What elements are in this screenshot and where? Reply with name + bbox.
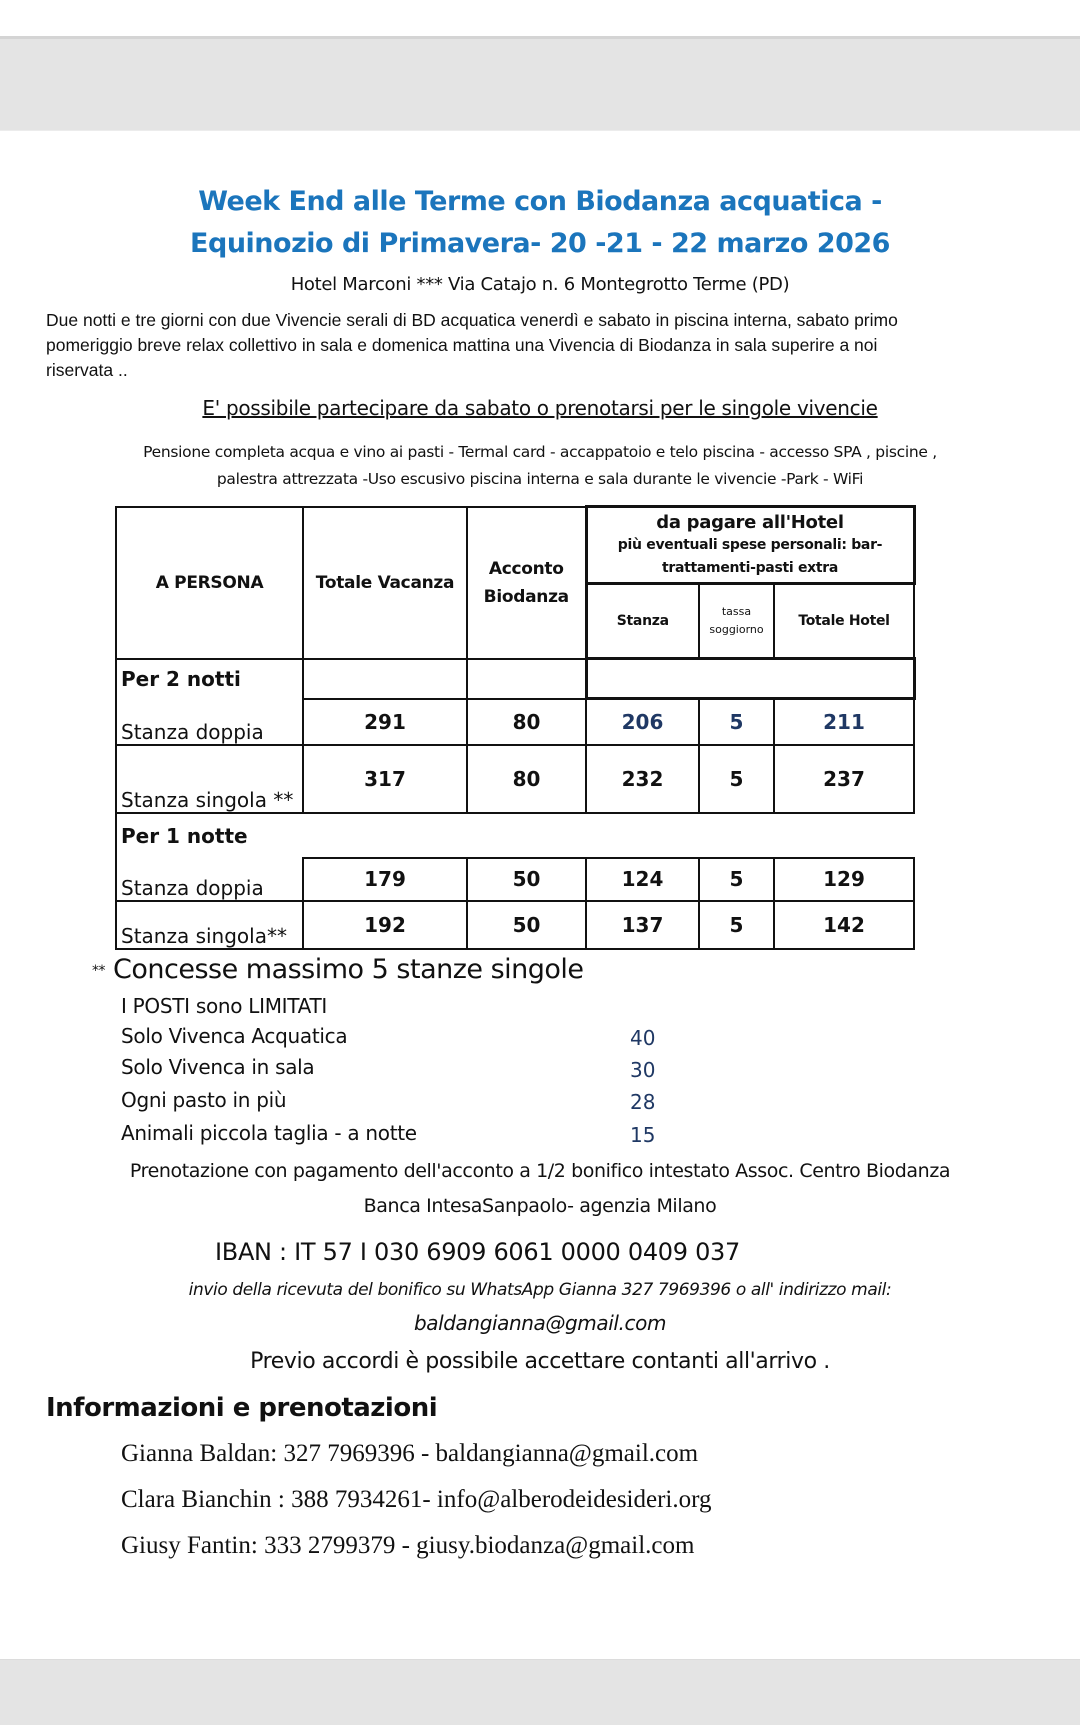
receipt-note: invio della ricevuta del bonifico su WhatsApp Gianna 327 7969396 o all' indirizzo mail: <box>188 1280 892 1300</box>
extra-value: 40 <box>630 1026 656 1050</box>
header-deposit: Acconto Biodanza <box>467 507 586 659</box>
header-hotel-group: da pagare all'Hotel più eventuali spese personali: bar- trattamenti-pasti extra <box>586 507 914 584</box>
pension-line-1: Pensione completa acqua e vino ai pasti - Termal card - accappatoio e telo piscina - accesso SPA , piscine , <box>143 443 937 461</box>
extra-label: Solo Vivenca Acquatica <box>121 1024 348 1048</box>
table-row: Stanza doppia 179 50 124 5 129 <box>116 858 914 901</box>
contact-giusy: Giusy Fantin: 333 2799379 - giusy.biodanza@gmail.com <box>121 1532 695 1559</box>
footnote: ** Concesse massimo 5 stanze singole <box>92 954 584 985</box>
description: Due notti e tre giorni con due Vivencie serali di BD acquatica venerdì e sabato in piscina interna, sabato primo pomeriggio breve relax collettivo in sala e domenica mattina una Vivencia di Biodanza in sala superire a noi riservata .. <box>46 310 898 380</box>
contact-clara: Clara Bianchin : 388 7934261- info@alberodeidesideri.org <box>121 1486 712 1513</box>
title-line-2: Equinozio di Primavera- 20 -21 - 22 marzo 2026 <box>190 228 890 259</box>
hotel-address: Hotel Marconi *** Via Catajo n. 6 Montegrotto Terme (PD) <box>290 274 790 295</box>
highlight-note: E' possibile partecipare da sabato o prenotarsi per le singole vivencie <box>202 396 878 420</box>
header-total: Totale Vacanza <box>303 507 467 659</box>
header-tax: tassa soggiorno <box>699 584 774 659</box>
group-label: Per 2 notti <box>116 659 303 699</box>
limited-seats-note: I POSTI sono LIMITATI <box>121 994 327 1018</box>
contact-gianna: Gianna Baldan: 327 7969396 - baldangianna@gmail.com <box>121 1440 699 1467</box>
pension-line-2: palestra attrezzata -Uso escusivo piscina interna e sala durante le vivencie -Park - WiFi <box>216 470 864 488</box>
table-row: Stanza singola** 192 50 137 5 142 <box>116 901 914 949</box>
payment-line-1: Prenotazione con pagamento dell'acconto a 1/2 bonifico intestato Assoc. Centro Biodanza <box>129 1160 951 1182</box>
table-row: Stanza singola ** 317 80 232 5 237 <box>116 745 914 813</box>
bottom-gray-band <box>0 1659 1080 1725</box>
header-room: Stanza <box>586 584 699 659</box>
price-table <box>115 505 916 950</box>
title-line-1: Week End alle Terme con Biodanza acquatica - <box>198 186 882 217</box>
group-label: Per 1 notte <box>116 813 303 858</box>
iban: IBAN : IT 57 I 030 6909 6061 0000 0409 037 <box>215 1238 740 1266</box>
header-hotel-total: Totale Hotel <box>774 584 914 659</box>
receipt-email[interactable]: baldangianna@gmail.com <box>413 1311 667 1335</box>
extra-value: 30 <box>630 1058 656 1082</box>
cash-note: Previo accordi è possibile accettare contanti all'arrivo . <box>250 1349 830 1374</box>
extra-value: 28 <box>630 1090 656 1114</box>
info-title: Informazioni e prenotazioni <box>46 1393 438 1423</box>
top-gray-band <box>0 36 1080 131</box>
extra-label: Solo Vivenca in sala <box>121 1055 315 1079</box>
table-row: Stanza doppia 291 80 206 5 211 <box>116 699 914 745</box>
extra-label: Ogni pasto in più <box>121 1088 287 1112</box>
payment-line-2: Banca IntesaSanpaolo- agenzia Milano <box>363 1195 717 1217</box>
extra-label: Animali piccola taglia - a notte <box>121 1121 417 1145</box>
header-per-person: A PERSONA <box>116 507 303 659</box>
extra-value: 15 <box>630 1123 656 1147</box>
